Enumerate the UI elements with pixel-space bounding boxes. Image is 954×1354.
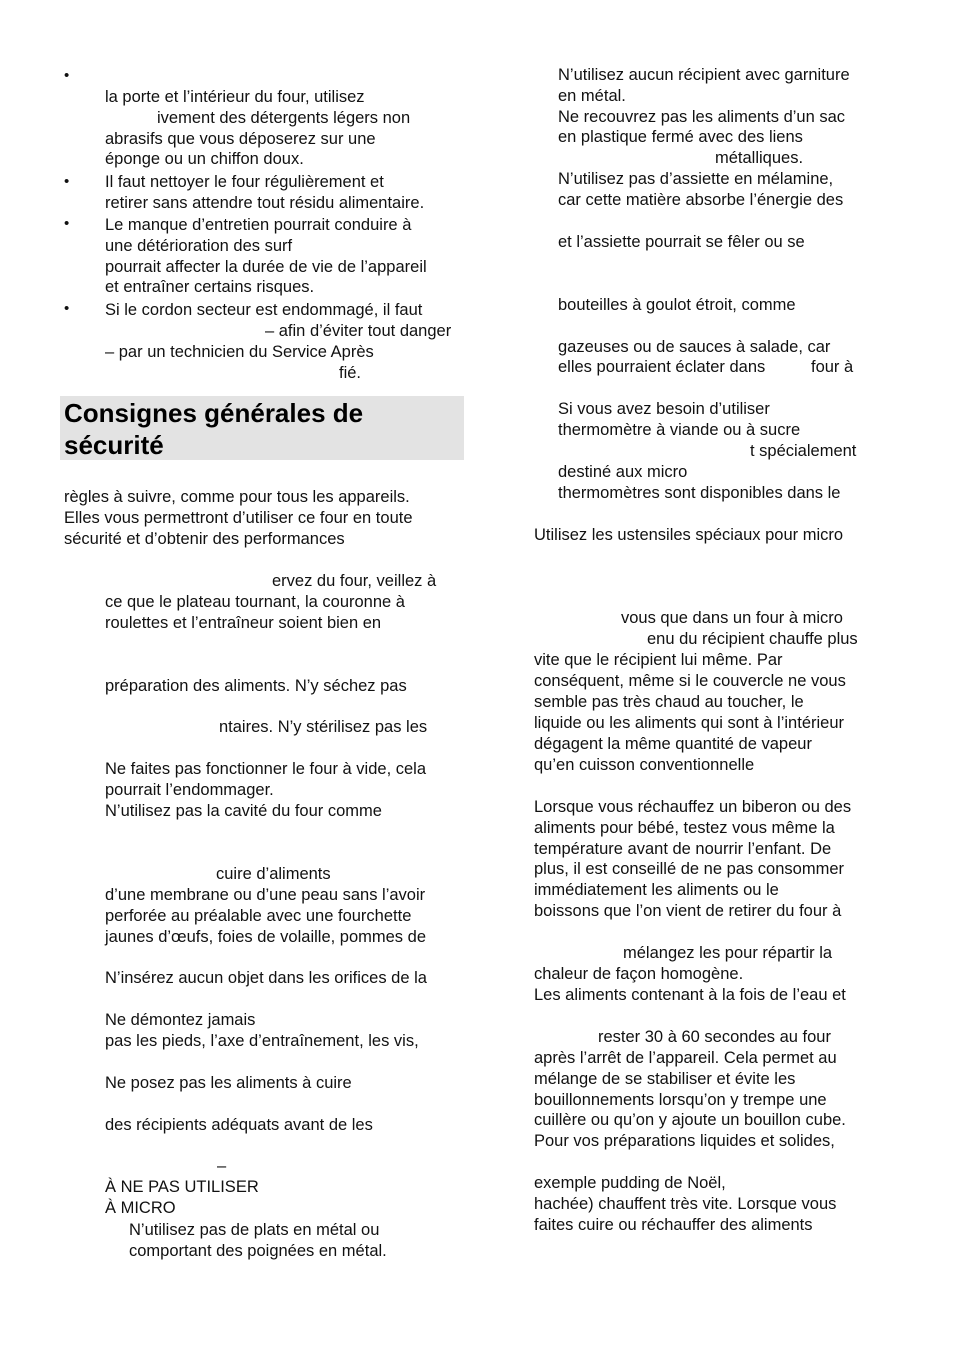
text-line: rester 30 à 60 secondes au four <box>598 1028 831 1046</box>
text-line: bouillonnements lorsqu’on y trempe une <box>534 1091 827 1109</box>
text-line: N’utilisez pas de plats en métal ou <box>129 1221 380 1239</box>
text-line: ervez du four, veillez à <box>272 572 437 590</box>
text-line: Si vous avez besoin d’utiliser <box>558 400 770 418</box>
text-line: gazeuses ou de sauces à salade, car <box>558 338 831 356</box>
text-line: Si le cordon secteur est endommagé, il faut <box>105 301 423 319</box>
text-line: thermomètre à viande ou à sucre <box>558 421 801 439</box>
text-line: Pour vos préparations liquides et solides, <box>534 1132 835 1150</box>
text-line: Le manque d’entretien pourrait conduire à <box>105 216 412 234</box>
text-line: après l’arrêt de l’appareil. Cela permet au <box>534 1049 837 1067</box>
bullet: • <box>64 300 70 317</box>
text-line: Ne faites pas fonctionner le four à vide, cela <box>105 760 427 778</box>
bullet: • <box>64 173 70 190</box>
text-line: thermomètres sont disponibles dans le <box>558 484 841 502</box>
text-line: Ne recouvrez pas les aliments d’un sac <box>558 108 846 126</box>
text-line: pourrait l’endommager. <box>105 781 274 799</box>
text-line: une détérioration des surf <box>105 237 293 255</box>
text-line: Ne démontez jamais <box>105 1011 256 1029</box>
text-line: roulettes et l’entraîneur soient bien en <box>105 614 382 632</box>
text-line: pas les pieds, l’axe d’entraînement, les vis, <box>105 1032 419 1050</box>
text-line: À NE PAS UTILISER <box>105 1178 259 1196</box>
text-line: retirer sans attendre tout résidu alimentaire. <box>105 194 425 212</box>
text-line: hachée) chauffent très vite. Lorsque vous <box>534 1195 837 1213</box>
text-line: t spécialement <box>750 442 857 460</box>
text-line: bouteilles à goulot étroit, comme <box>558 296 796 314</box>
text-line: Elles vous permettront d’utiliser ce four en toute <box>64 509 413 527</box>
text-line: fié. <box>339 364 362 382</box>
text-line: Les aliments contenant à la fois de l’eau et <box>534 986 846 1004</box>
text-line: N’utilisez aucun récipient avec garniture <box>558 66 850 84</box>
text-line: préparation des aliments. N’y séchez pas <box>105 677 407 695</box>
bullet: • <box>64 215 70 232</box>
text-line: température avant de nourrir l’enfant. De <box>534 840 832 858</box>
text-line: – afin d’éviter tout danger <box>265 322 452 340</box>
text-line: – par un technicien du Service Après <box>105 343 374 361</box>
text-line: pourrait affecter la durée de vie de l’appareil <box>105 258 427 276</box>
text-line: ntaires. N’y stérilisez pas les <box>219 718 428 736</box>
text-line: Utilisez les ustensiles spéciaux pour micro <box>534 526 844 544</box>
text-line: Ne posez pas les aliments à cuire <box>105 1074 352 1092</box>
text-line: vous que dans un four à micro <box>621 609 843 627</box>
text-line: en métal. <box>558 87 626 105</box>
text-line: Il faut nettoyer le four régulièrement et <box>105 173 384 191</box>
text-line: four à <box>811 358 854 376</box>
text-line: faites cuire ou réchauffer des aliments <box>534 1216 813 1234</box>
section-heading: sécurité <box>64 430 164 460</box>
text-line: N’utilisez pas d’assiette en mélamine, <box>558 170 834 188</box>
text-line: liquide ou les aliments qui sont à l’intérieur <box>534 714 845 732</box>
text-line: et l’assiette pourrait se fêler ou se <box>558 233 805 251</box>
text-line: en plastique fermé avec des liens <box>558 128 803 146</box>
bullet: • <box>64 67 70 84</box>
text-line: dégagent la même quantité de vapeur <box>534 735 812 753</box>
text-line: – <box>217 1157 227 1175</box>
text-line: abrasifs que vous déposerez sur une <box>105 130 376 148</box>
text-line: N’utilisez pas la cavité du four comme <box>105 802 382 820</box>
text-line: sécurité et d’obtenir des performances <box>64 530 345 548</box>
text-line: cuire d’aliments <box>216 865 331 883</box>
text-line: car cette matière absorbe l’énergie des <box>558 191 844 209</box>
text-line: jaunes d’œufs, foies de volaille, pommes de <box>105 928 426 946</box>
text-line: règles à suivre, comme pour tous les appareils. <box>64 488 410 506</box>
text-line: mélangez les pour répartir la <box>623 944 833 962</box>
text-line: exemple pudding de Noël, <box>534 1174 726 1192</box>
text-line: enu du récipient chauffe plus <box>647 630 858 648</box>
text-line: comportant des poignées en métal. <box>129 1242 387 1260</box>
text-line: conséquent, même si le couvercle ne vous <box>534 672 846 690</box>
text-line: ce que le plateau tournant, la couronne à <box>105 593 405 611</box>
text-line: qu’en cuisson conventionnelle <box>534 756 755 774</box>
text-line: et entraîner certains risques. <box>105 278 315 296</box>
text-line: À MICRO <box>105 1199 176 1217</box>
text-line: semble pas très chaud au toucher, le <box>534 693 804 711</box>
text-line: destiné aux micro <box>558 463 688 481</box>
text-line: vite que le récipient lui même. Par <box>534 651 783 669</box>
text-line: N’insérez aucun objet dans les orifices de la <box>105 969 427 987</box>
text-line: boissons que l’on vient de retirer du four à <box>534 902 842 920</box>
section-heading: Consignes générales de <box>64 398 364 428</box>
text-line: cuillère ou qu’on y ajoute un bouillon cube. <box>534 1111 846 1129</box>
text-line: ivement des détergents légers non <box>157 109 411 127</box>
text-line: elles pourraient éclater dans <box>558 358 766 376</box>
text-line: chaleur de façon homogène. <box>534 965 744 983</box>
text-line: aliments pour bébé, testez vous même la <box>534 819 835 837</box>
text-line: la porte et l’intérieur du four, utilisez <box>105 88 365 106</box>
text-line: éponge ou un chiffon doux. <box>105 150 304 168</box>
text-line: mélange de se stabiliser et évite les <box>534 1070 796 1088</box>
text-line: des récipients adéquats avant de les <box>105 1116 373 1134</box>
text-line: Lorsque vous réchauffez un biberon ou des <box>534 798 852 816</box>
text-line: plus, il est conseillé de ne pas consommer <box>534 860 844 878</box>
text-line: perforée au préalable avec une fourchette <box>105 907 412 925</box>
text-line: d’une membrane ou d’une peau sans l’avoir <box>105 886 426 904</box>
text-line: métalliques. <box>715 149 804 167</box>
text-line: immédiatement les aliments ou le <box>534 881 779 899</box>
